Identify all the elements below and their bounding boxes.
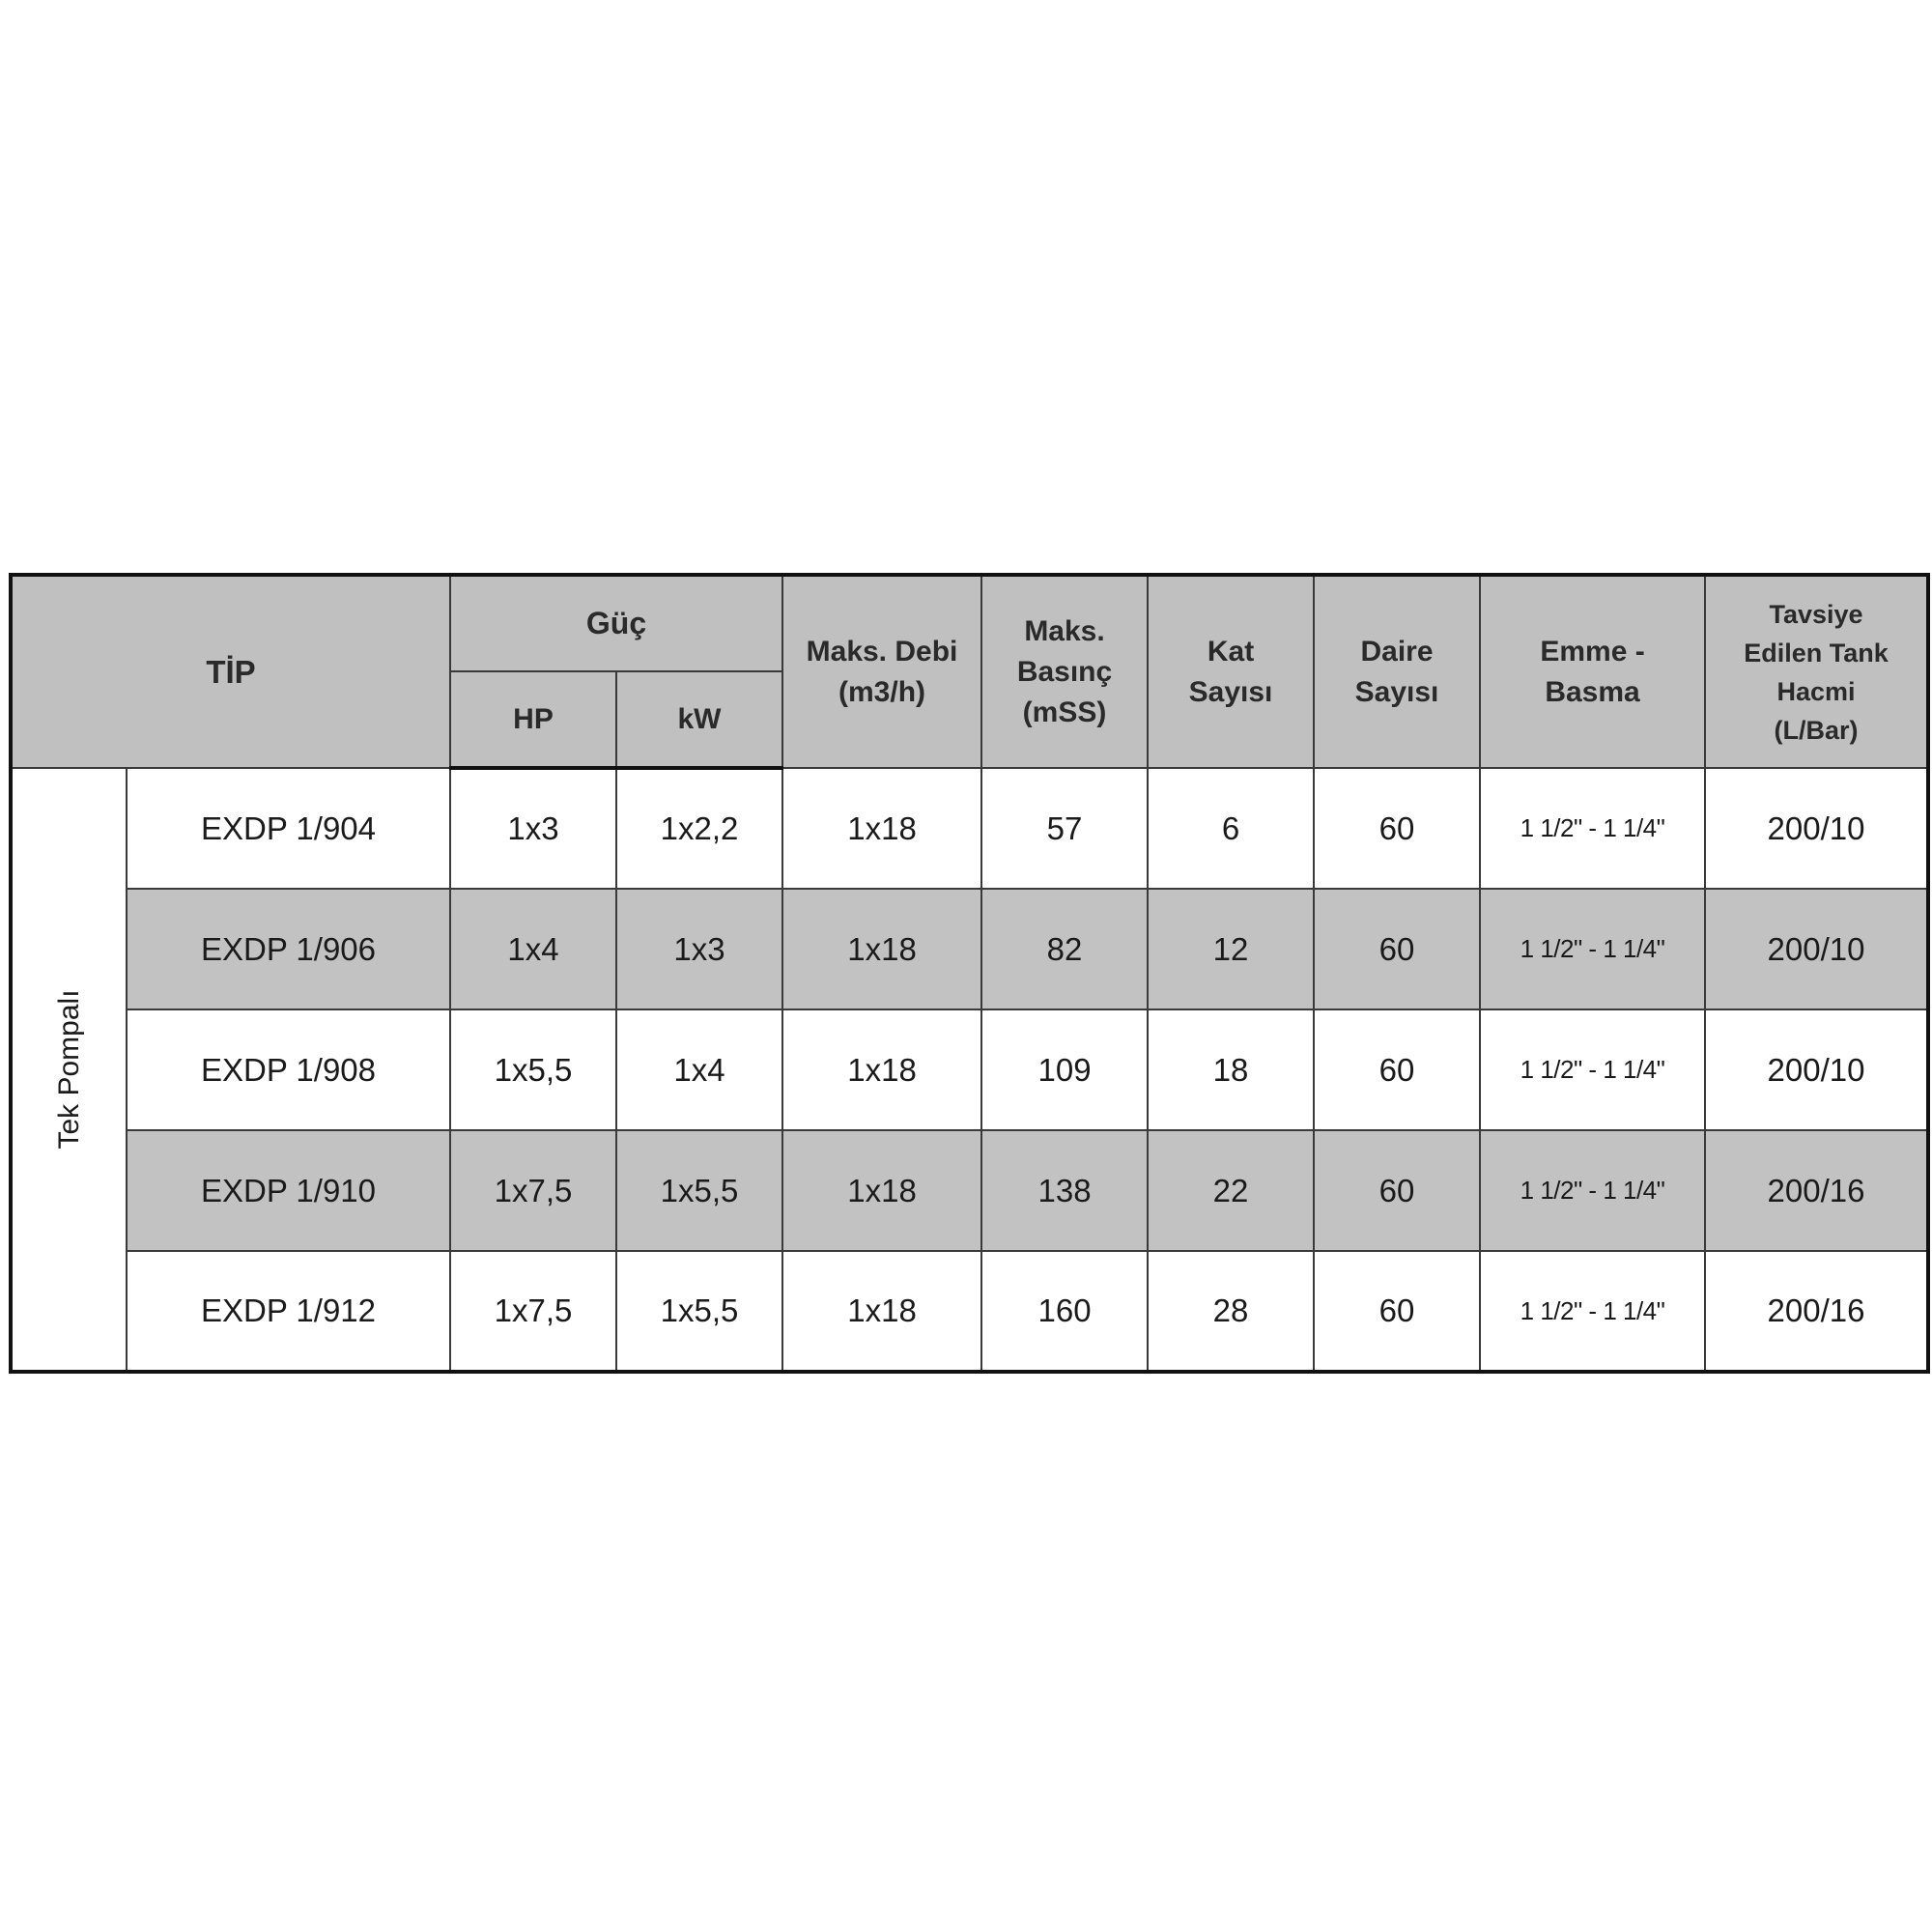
- cell-flat-count: 60: [1314, 1130, 1480, 1251]
- cell-hp: 1x4: [450, 889, 616, 1009]
- cell-suction-discharge: 1 1/2" - 1 1/4": [1480, 1251, 1705, 1372]
- header-suction-discharge-line-2: Basma: [1545, 675, 1640, 708]
- cell-model: EXDP 1/910: [127, 1130, 450, 1251]
- header-max-pressure-line-3: (mSS): [1022, 696, 1107, 728]
- cell-suction-discharge: 1 1/2" - 1 1/4": [1480, 1130, 1705, 1251]
- cell-tank-volume: 200/16: [1705, 1251, 1928, 1372]
- cell-max-pressure: 138: [981, 1130, 1148, 1251]
- header-max-pressure: [981, 575, 1148, 768]
- cell-hp: 1x7,5: [450, 1251, 616, 1372]
- cell-kw: 1x5,5: [616, 1251, 782, 1372]
- cell-flat-count: 60: [1314, 1251, 1480, 1372]
- cell-floor-count: 18: [1148, 1009, 1314, 1130]
- header-max-pressure-line-2: Basınç: [1016, 655, 1113, 688]
- cell-hp: 1x3: [450, 768, 616, 889]
- cell-max-flow: 1x18: [782, 1251, 981, 1372]
- cell-flat-count: 60: [1314, 1009, 1480, 1130]
- header-flat-count-line-1: Daire: [1360, 635, 1434, 668]
- header-guc: Güç: [450, 575, 782, 671]
- header-row-1: [11, 575, 1928, 671]
- header-max-flow-line-2: (m3/h): [838, 675, 926, 708]
- cell-max-flow: 1x18: [782, 768, 981, 889]
- table-row: [11, 1130, 1928, 1251]
- cell-suction-discharge: 1 1/2" - 1 1/4": [1480, 889, 1705, 1009]
- cell-kw: 1x2,2: [616, 768, 782, 889]
- cell-tank-volume: 200/10: [1705, 1009, 1928, 1130]
- cell-hp: 1x7,5: [450, 1130, 616, 1251]
- header-max-flow: [782, 575, 981, 768]
- header-max-pressure-line-1: Maks.: [1024, 614, 1105, 647]
- cell-model: EXDP 1/912: [127, 1251, 450, 1372]
- cell-kw: 1x4: [616, 1009, 782, 1130]
- header-floor-count-line-1: Kat: [1207, 635, 1255, 668]
- cell-flat-count: 60: [1314, 889, 1480, 1009]
- cell-max-pressure: 82: [981, 889, 1148, 1009]
- group-cell: [11, 768, 127, 1372]
- cell-kw: 1x3: [616, 889, 782, 1009]
- cell-max-pressure: 160: [981, 1251, 1148, 1372]
- table-row: [11, 1009, 1928, 1130]
- header-tip: TİP: [11, 575, 450, 768]
- group-label: Tek Pompalı: [52, 989, 85, 1150]
- cell-floor-count: 22: [1148, 1130, 1314, 1251]
- header-suction-discharge: [1480, 575, 1705, 768]
- header-max-flow-line-1: Maks. Debi: [806, 635, 958, 668]
- cell-tank-volume: 200/10: [1705, 889, 1928, 1009]
- table-body: [11, 768, 1928, 1372]
- header-suction-discharge-line-1: Emme -: [1540, 635, 1645, 668]
- cell-tank-volume: 200/16: [1705, 1130, 1928, 1251]
- header-flat-count-line-2: Sayısı: [1354, 675, 1439, 708]
- cell-model: EXDP 1/908: [127, 1009, 450, 1130]
- table-row: [11, 768, 1928, 889]
- header-flat-count: [1314, 575, 1480, 768]
- cell-floor-count: 28: [1148, 1251, 1314, 1372]
- header-tank-volume-line-1: Tavsiye: [1769, 599, 1863, 629]
- header-floor-count-line-2: Sayısı: [1188, 675, 1273, 708]
- cell-tank-volume: 200/10: [1705, 768, 1928, 889]
- pump-spec-table: [9, 573, 1930, 1374]
- cell-hp: 1x5,5: [450, 1009, 616, 1130]
- header-hp: HP: [450, 671, 616, 768]
- cell-floor-count: 12: [1148, 889, 1314, 1009]
- cell-max-flow: 1x18: [782, 1009, 981, 1130]
- header-tank-volume: [1705, 575, 1928, 768]
- table-row: [11, 889, 1928, 1009]
- cell-model: EXDP 1/906: [127, 889, 450, 1009]
- header-tank-volume-line-4: (L/Bar): [1774, 715, 1859, 745]
- header-tank-volume-line-3: Hacmi: [1776, 676, 1856, 706]
- table-row: [11, 1251, 1928, 1372]
- cell-suction-discharge: 1 1/2" - 1 1/4": [1480, 1009, 1705, 1130]
- header-kw: kW: [616, 671, 782, 768]
- cell-model: EXDP 1/904: [127, 768, 450, 889]
- cell-max-flow: 1x18: [782, 889, 981, 1009]
- header-floor-count: [1148, 575, 1314, 768]
- cell-max-pressure: 109: [981, 1009, 1148, 1130]
- cell-max-pressure: 57: [981, 768, 1148, 889]
- header-tank-volume-line-2: Edilen Tank: [1744, 638, 1889, 668]
- cell-suction-discharge: 1 1/2" - 1 1/4": [1480, 768, 1705, 889]
- cell-max-flow: 1x18: [782, 1130, 981, 1251]
- cell-floor-count: 6: [1148, 768, 1314, 889]
- cell-flat-count: 60: [1314, 768, 1480, 889]
- cell-kw: 1x5,5: [616, 1130, 782, 1251]
